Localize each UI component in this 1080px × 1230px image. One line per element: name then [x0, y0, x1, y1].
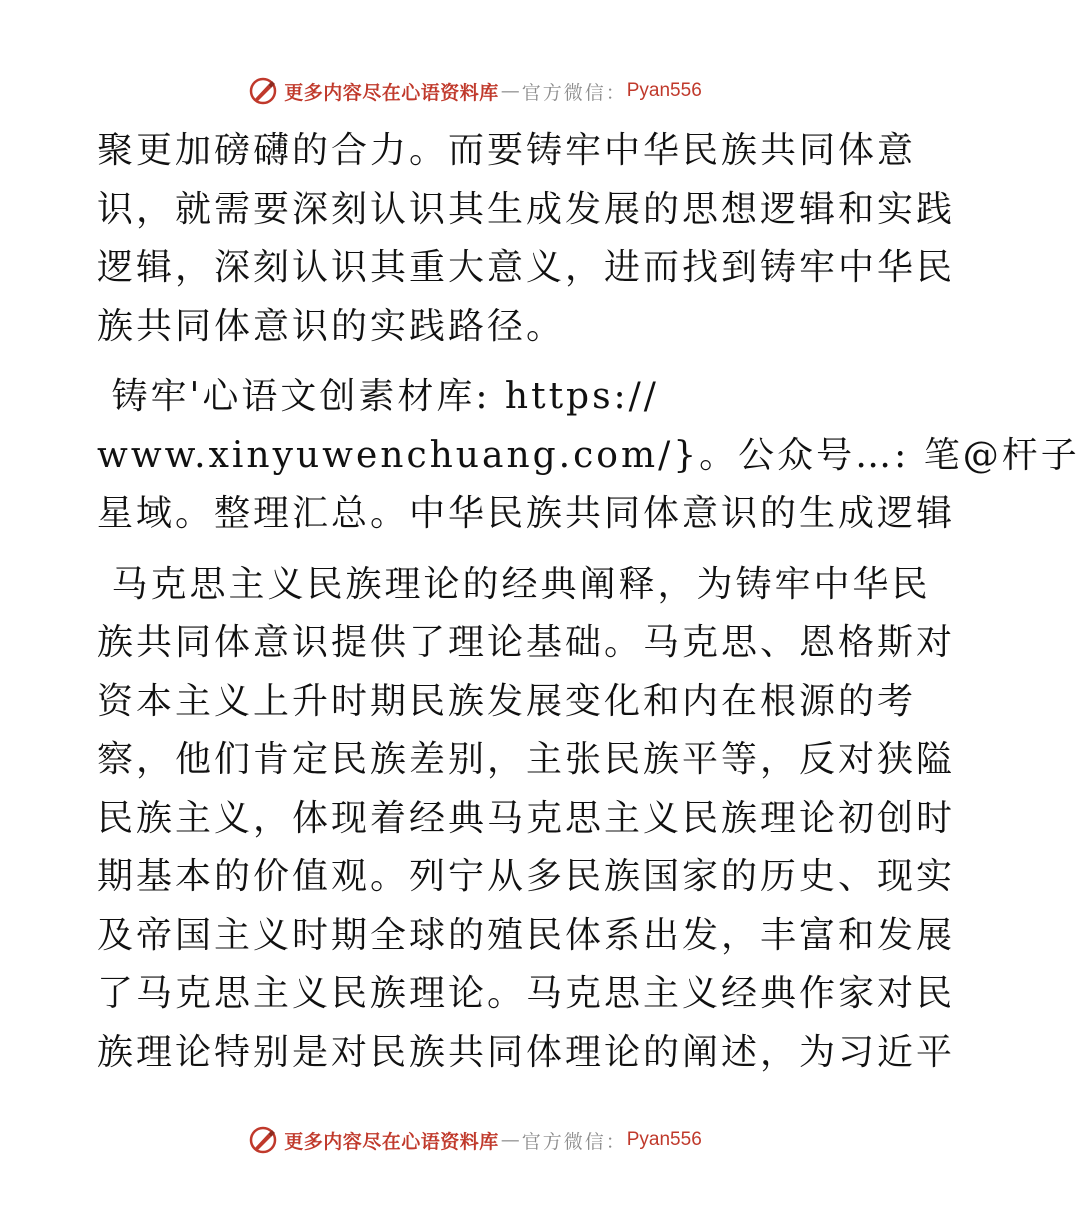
- banner-slogan: 更多内容尽在心语资料库: [284, 1130, 499, 1153]
- text-line: 族理论特别是对民族共同体理论的阐述，为习近平: [97, 1031, 956, 1073]
- pen-logo-icon: [248, 76, 278, 106]
- header-banner: [0, 73, 950, 109]
- text-line: 期基本的价值观。列宁从多民族国家的历史、现实: [97, 856, 956, 897]
- text-line: 及帝国主义时期全球的殖民体系出发，丰富和发展: [97, 914, 956, 956]
- banner-slogan: 更多内容尽在心语资料库: [284, 81, 499, 104]
- text-line: 民族主义，体现着经典马克思主义民族理论初创时: [97, 797, 956, 839]
- text-line: 族共同体意识提供了理论基础。马克思、恩格斯对: [97, 622, 956, 663]
- text-line: www.xinyuwenchuang.com/}。公众号…: 笔@杆子: [97, 434, 1080, 476]
- text-line: 聚更加磅礴的合力。而要铸牢中华民族共同体意: [97, 130, 917, 171]
- pen-logo-icon: [248, 1125, 278, 1155]
- paragraph: [97, 556, 956, 1083]
- banner-wechat-id: Pyan556: [626, 80, 702, 101]
- footer-banner: [0, 1122, 950, 1158]
- banner-wechat-label: 官方微信：: [521, 81, 627, 104]
- paragraph: [97, 368, 1080, 544]
- banner-dash: —: [500, 80, 520, 102]
- text-line: 资本主义上升时期民族发展变化和内在根源的考: [97, 680, 917, 722]
- text-line: 族共同体意识的实践路径。: [97, 305, 566, 347]
- paragraph: [97, 122, 956, 356]
- text-line: 铸牢'心语文创素材库: https://: [97, 376, 659, 417]
- body-text: [97, 122, 1080, 1082]
- text-line: 察，他们肯定民族差别，主张民族平等，反对狭隘: [97, 739, 956, 780]
- banner-wechat-id: Pyan556: [626, 1129, 702, 1150]
- banner-wechat-label: 官方微信：: [521, 1130, 627, 1153]
- text-line: 星域。整理汇总。中华民族共同体意识的生成逻辑: [97, 493, 956, 534]
- banner-dash: —: [500, 1129, 520, 1151]
- text-line: 识，就需要深刻认识其生成发展的思想逻辑和实践: [97, 188, 956, 230]
- text-line: 逻辑，深刻认识其重大意义，进而找到铸牢中华民: [97, 247, 956, 288]
- text-line: 了马克思主义民族理论。马克思主义经典作家对民: [97, 973, 956, 1014]
- text-line: 马克思主义民族理论的经典阐释，为铸牢中华民: [97, 563, 931, 605]
